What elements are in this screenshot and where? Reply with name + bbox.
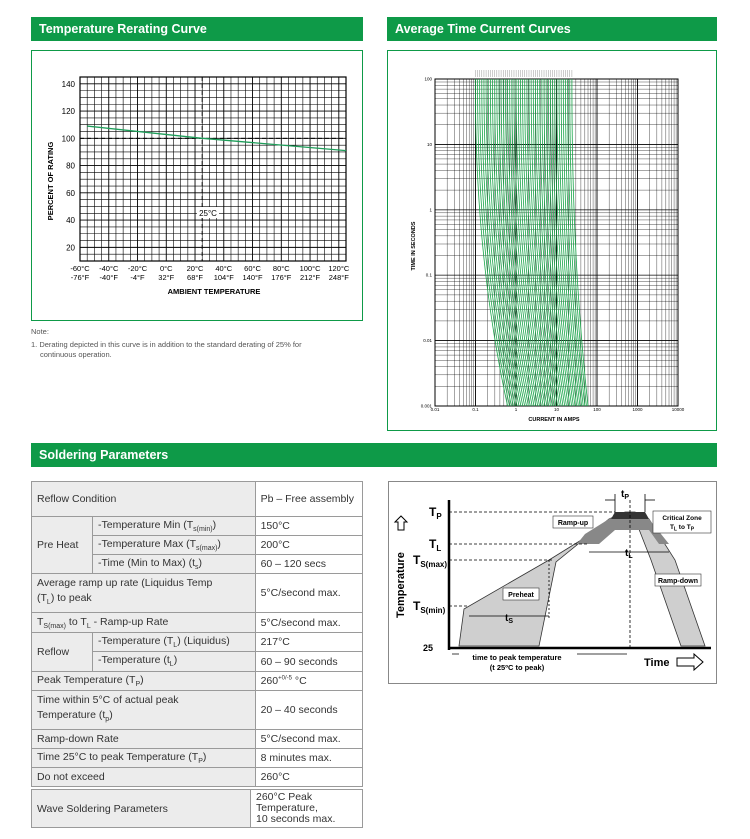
label-tsmax: $T_{S(max)}$	[413, 553, 448, 569]
x-tick-label-f: 212°F	[299, 273, 321, 282]
note-line-1: 1. Derating depicted in this curve is in addition to the standard derating of 25% for	[31, 340, 302, 349]
cell-dne-val: 260°C	[255, 767, 362, 786]
cell-tsmax-val: 5°C/second max.	[255, 613, 362, 633]
tcc-x-tick-labels	[431, 407, 685, 412]
tcc-y-tick: 0.01	[423, 338, 432, 344]
soldering-table	[31, 481, 363, 787]
tcc-y-tick: 10	[426, 141, 432, 147]
x-tick-label-c: -40°C	[99, 264, 119, 273]
x-tick-label-f: -76°F	[70, 273, 90, 282]
y-tick-label: 20	[66, 243, 75, 253]
wave-table	[31, 789, 363, 828]
x-tick-label-f: -4°F	[130, 273, 145, 282]
soldering-header: Soldering Parameters	[31, 443, 717, 467]
note-line-2: continuous operation.	[40, 350, 112, 359]
tp-time-label: $t_P$	[621, 489, 630, 501]
cell-tl-time-val: 60 – 90 seconds	[255, 652, 362, 671]
tcc-y-tick: 0.1	[425, 272, 432, 278]
tcc-grid	[435, 79, 678, 406]
cell-within-label: Time within 5°C of actual peak Temperature $(t_p)$	[32, 690, 256, 729]
y-tick-label: 40	[66, 216, 75, 226]
cell-peak-val: $260^{+0/-5}$ °C	[255, 671, 362, 690]
cell-reflow-condition: Reflow Condition	[32, 482, 256, 517]
x-tick-label-c: 20°C	[186, 264, 204, 273]
y-axis-label: PERCENT OF RATING	[46, 141, 55, 221]
tcc-y-tick: 1	[429, 207, 432, 213]
y-tick-label: 140	[61, 79, 75, 89]
x-tick-label-c: 60°C	[244, 264, 261, 273]
derating-chart	[32, 51, 362, 320]
critical-label-2: $T_L$ to $T_P$	[669, 524, 695, 533]
tcc-x-tick: 10000	[671, 407, 685, 412]
marker-label: 25°C	[199, 209, 217, 218]
rampdown-label: Ramp-down	[657, 578, 699, 585]
x-tick-label-f: 140°F	[242, 273, 263, 282]
cell-ramp-label: Average ramp up rate (Liquidus Temp $(T_L)$ to peak	[32, 574, 256, 613]
cell-t25-label: Time 25°C to peak Temperature $(T_P)$	[32, 748, 256, 767]
tcc-y-tick-labels	[421, 77, 433, 409]
derating-grid	[80, 77, 346, 261]
tcc-x-tick: 1	[514, 407, 518, 412]
y-tick-label: 60	[66, 188, 75, 198]
cell-wave-label: Wave Soldering Parameters	[32, 790, 251, 828]
x-tick-label-c: 40°C	[215, 264, 233, 273]
y-tick-labels	[62, 80, 76, 253]
tcc-header: Average Time Current Curves	[387, 17, 717, 41]
cell-rampdown-label: Ramp-down Rate	[32, 729, 256, 748]
cell-time-label: -Time (Min to Max) $(t_s)$	[93, 555, 256, 574]
x-tick-label-f: 68°F	[187, 273, 203, 282]
derating-header: Temperature Rerating Curve	[31, 17, 363, 41]
x-tick-label-c: 0°C	[159, 264, 173, 273]
label-tp: $T_P$	[429, 505, 442, 521]
tl-time-label: $t_L$	[625, 548, 633, 560]
temp-axis-label: Temperature	[395, 552, 407, 618]
x-tick-labels-c	[70, 264, 349, 273]
tcc-rating-labels	[475, 70, 572, 77]
critical-label-1: Critical Zone	[662, 515, 702, 522]
tcc-x-tick: 100	[593, 407, 601, 412]
x-tick-label-f: 248°F	[328, 273, 349, 282]
cell-tsmax-label: $T_{S(max)}$ to $T_L$ - Ramp-up Rate	[32, 613, 256, 633]
cell-peak-label: Peak Temperature $(T_P)$	[32, 671, 256, 690]
profile-panel	[388, 481, 717, 684]
cell-time-val: 60 – 120 secs	[255, 555, 362, 574]
cell-tl-label: -Temperature $(T_L)$ (Liquidus)	[93, 633, 256, 652]
x-tick-label-c: -20°C	[127, 264, 148, 273]
cell-rampdown-val: 5°C/second max.	[255, 729, 362, 748]
tcc-y-tick: 100	[424, 76, 432, 82]
x-tick-labels-f	[71, 273, 349, 282]
label-tl: $T_L$	[429, 537, 442, 553]
rampup-label: Ramp-up	[557, 520, 589, 527]
cell-dne-label: Do not exceed	[32, 767, 256, 786]
cell-pre-heat: Pre Heat	[32, 517, 93, 574]
cell-ramp-val: 5°C/second max.	[255, 574, 362, 613]
y-tick-label: 120	[61, 107, 75, 117]
derating-panel	[31, 50, 363, 321]
label-25: 25	[423, 643, 434, 653]
cell-tmin-label: -Temperature Min $(T_{s(min)})$	[93, 517, 256, 536]
tcc-chart	[388, 51, 716, 430]
note-title: Note:	[31, 327, 49, 336]
x-tick-label-c: -60°C	[70, 264, 90, 273]
cell-tl-time-label: -Temperature $(t_L)$	[93, 652, 256, 671]
x-tick-label-f: 104°F	[213, 273, 234, 282]
cell-reflow: Reflow	[32, 633, 93, 671]
bottom-label-2: (t 25ºC to peak)	[489, 663, 545, 672]
label-tsmin: $T_{S(min)}$	[413, 599, 446, 615]
x-tick-label-f: -40°F	[99, 273, 118, 282]
tcc-x-tick: 10	[553, 407, 560, 412]
cell-tmin-val: 150°C	[255, 517, 362, 536]
tcc-x-tick: 0.01	[430, 407, 440, 412]
temp-axis-arrow-icon	[395, 516, 407, 530]
profile-diagram	[389, 482, 716, 683]
x-tick-label-c: 100°C	[299, 264, 321, 273]
y-tick-label: 80	[66, 161, 75, 171]
cell-tl-val: 217°C	[255, 633, 362, 652]
x-tick-label-c: 80°C	[272, 264, 290, 273]
plot-frame	[80, 77, 346, 261]
tcc-x-axis-label: CURRENT IN AMPS	[528, 417, 580, 423]
tcc-curves	[475, 79, 588, 406]
x-tick-label-f: 32°F	[158, 273, 175, 282]
tcc-y-tick: 0.001	[420, 403, 432, 409]
cell-tmax-val: 200°C	[255, 536, 362, 555]
ts-time-label: $t_S$	[505, 613, 514, 625]
tcc-x-tick: 1000	[632, 407, 643, 412]
tcc-x-tick: 0.1	[472, 407, 479, 412]
cell-pb-free: Pb – Free assembly	[255, 482, 362, 517]
cell-t25-val: 8 minutes max.	[255, 748, 362, 767]
preheat-label: Preheat	[508, 592, 534, 599]
cell-tmax-label: -Temperature Max $(T_{s(max)})$	[93, 536, 256, 555]
tcc-panel	[387, 50, 717, 431]
x-tick-label-f: 176°F	[271, 273, 292, 282]
x-tick-label-c: 120°C	[328, 264, 350, 273]
time-axis-label: Time	[644, 657, 670, 669]
cell-wave-val: 260°C Peak Temperature, 10 seconds max.	[251, 790, 363, 828]
time-axis-arrow-icon	[677, 654, 703, 670]
bottom-label-1: time to peak temperature	[472, 653, 562, 662]
x-axis-label: AMBIENT TEMPERATURE	[167, 287, 261, 296]
tcc-y-axis-label: TIME IN SECONDS	[411, 221, 417, 271]
cell-within-val: 20 – 40 seconds	[255, 690, 362, 729]
y-tick-label: 100	[61, 134, 75, 144]
